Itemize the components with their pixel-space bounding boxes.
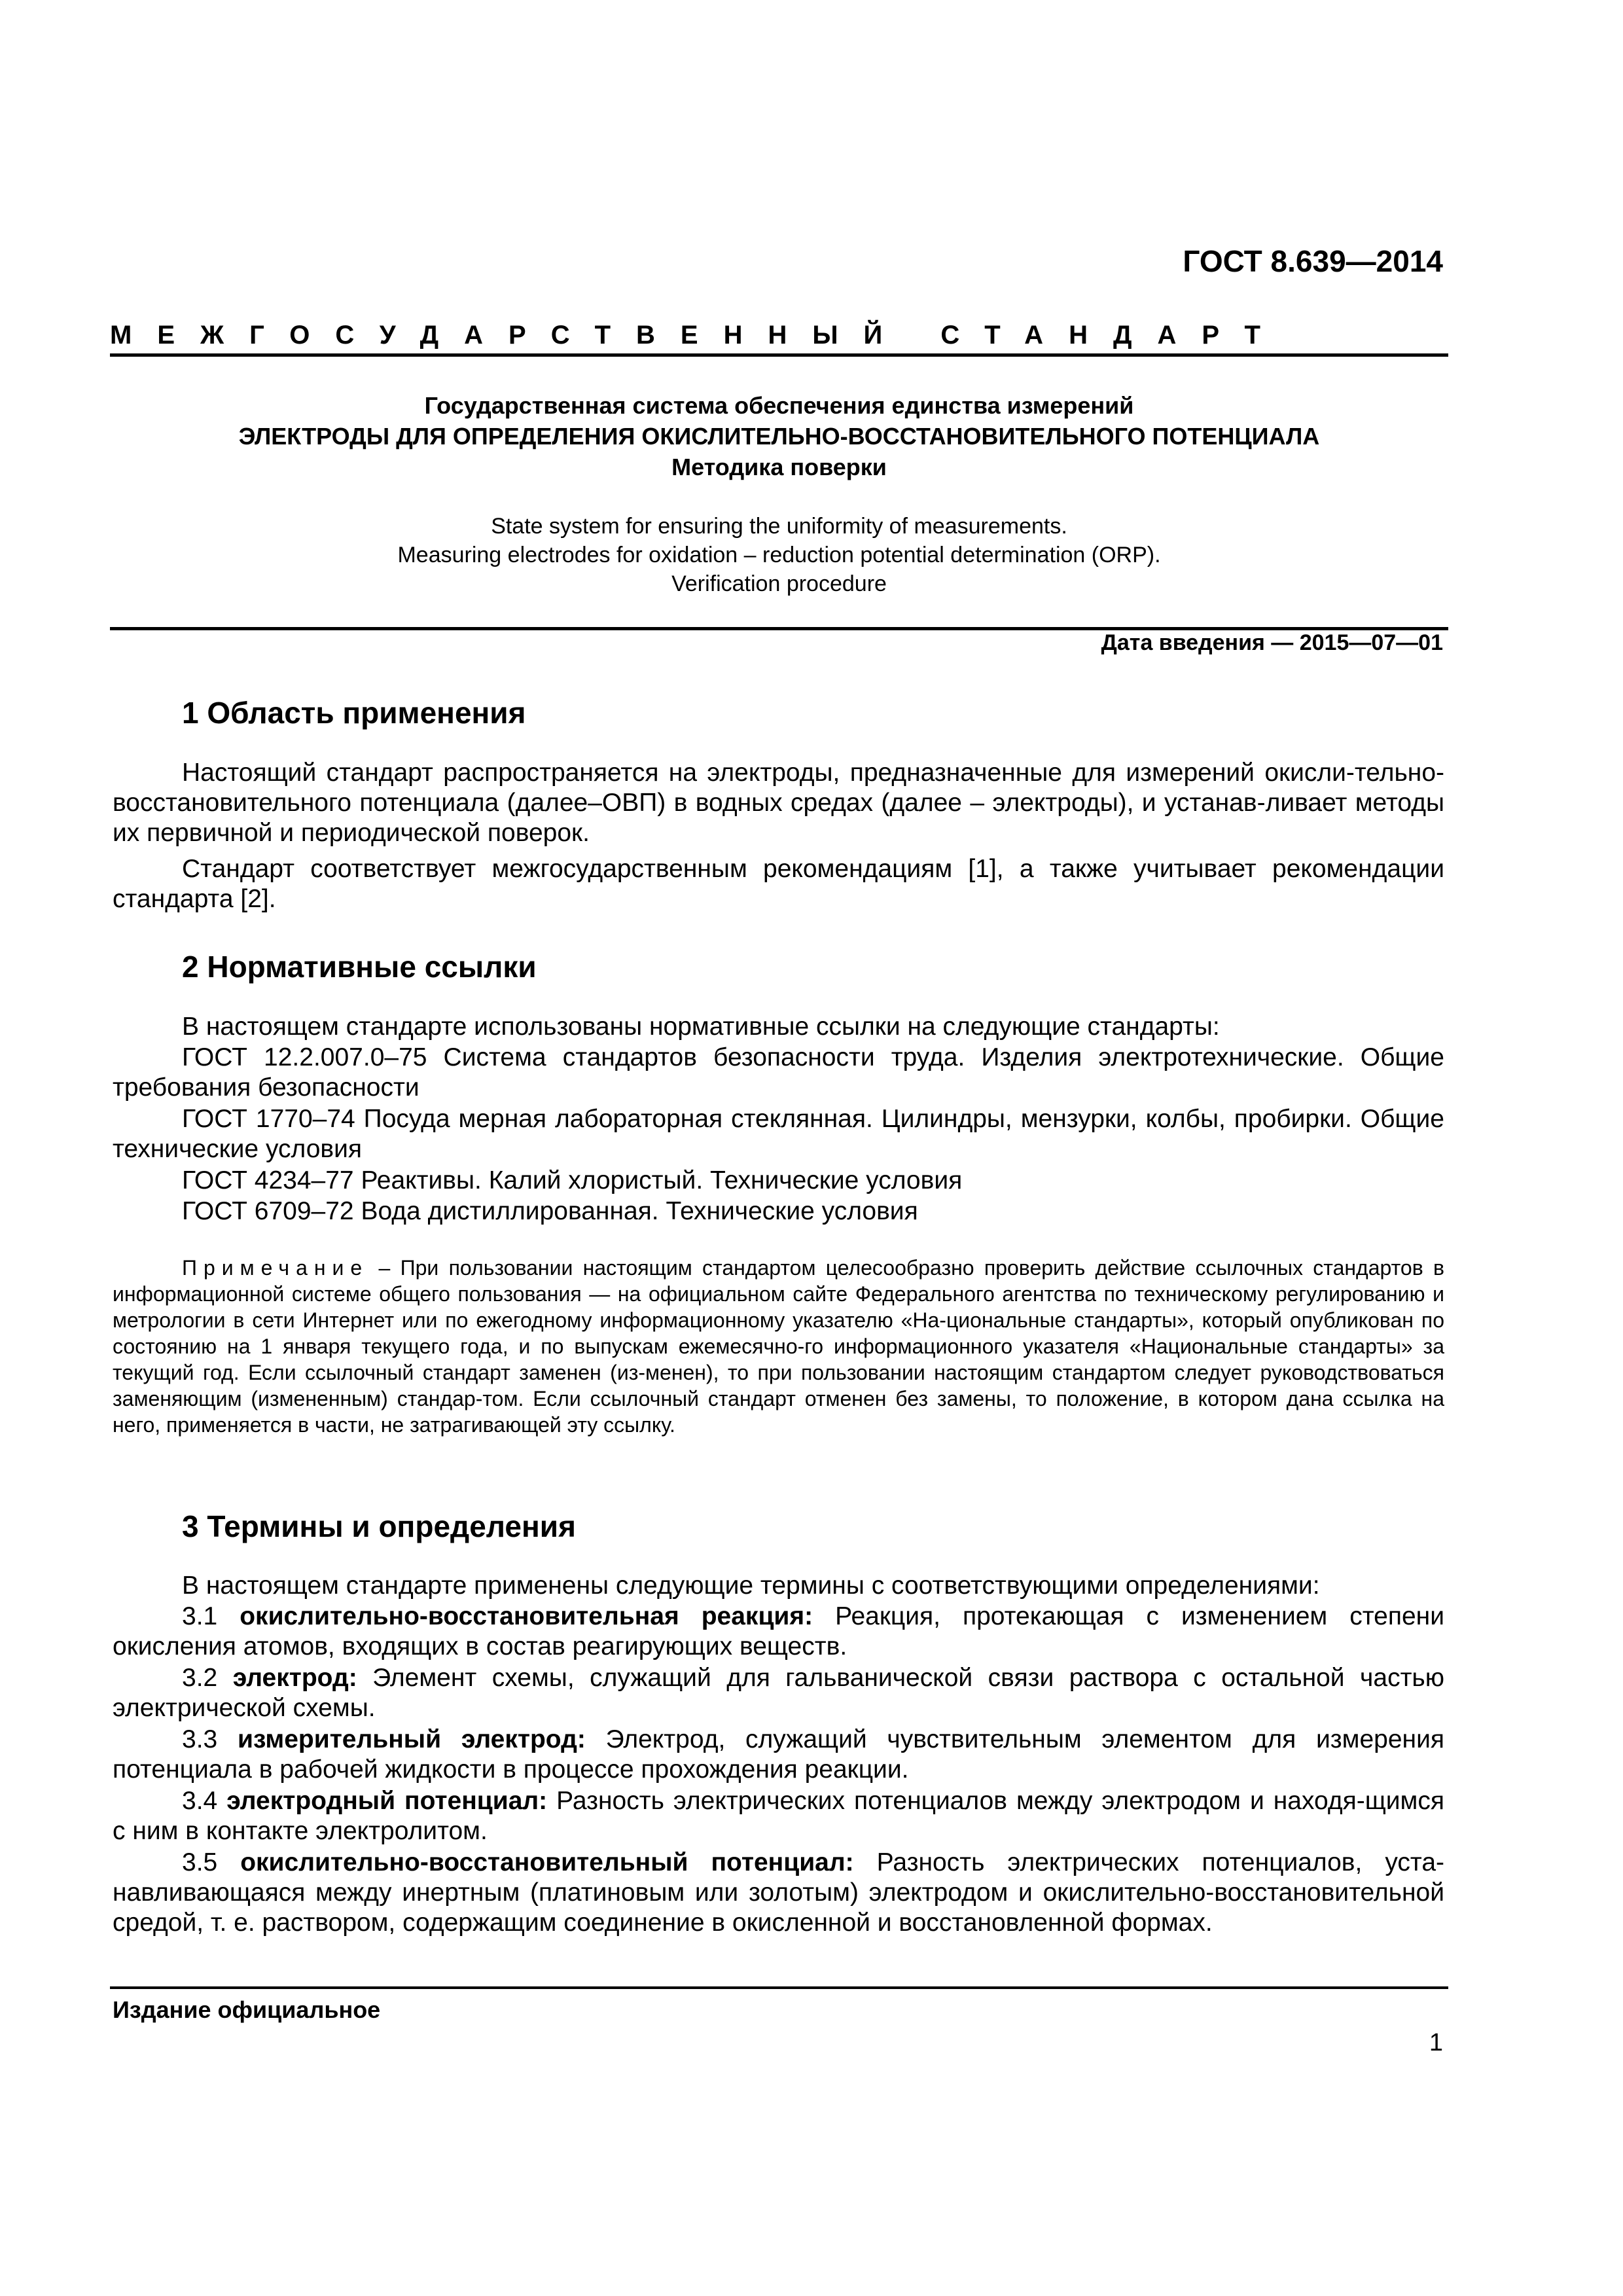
section-3-heading: 3 Термины и определения [182,1509,576,1543]
date-of-introduction: Дата введения — 2015—07—01 [1101,630,1443,655]
gost-number: ГОСТ 8.639—2014 [1183,244,1443,278]
term-text: Разность электрических потенциалов, уста-навливающаяся между инертным (платиновым или золотым) электродом и окислительно-восстановительной средой, т. е. раствором, содержащим соединение в окисленной и восстановленной формах. [113,1848,1444,1937]
top-rule [110,353,1448,357]
term-name: электрод: [232,1664,357,1692]
term-number: 3.4 [182,1787,218,1815]
note-label: Примечание [182,1256,369,1280]
term-name: окислительно-восстановительная реакция: [240,1602,813,1630]
term-number: 3.1 [182,1602,218,1630]
title-line-1: Государственная система обеспечения единства измерений [424,392,1134,419]
reference-item: ГОСТ 4234–77 Реактивы. Калий хлористый. Технические условия [182,1166,963,1194]
english-title-line-3: Verification procedure [671,571,887,596]
term-name: измерительный электрод: [237,1725,586,1753]
section-1-paragraph-2: Стандарт соответствует межгосударственным рекомендациям [1], а также учитывает рекомендации стандарта [2]. [113,855,1444,913]
term-text: Электрод, служащий чувствительным элементом для измерения потенциала в рабочей жидкости в процессе прохождения реакции. [113,1725,1445,1784]
section-3-intro: В настоящем стандарте применены следующие термины с соответствующими определениями: [182,1571,1320,1600]
english-title [110,512,1448,598]
term-number: 3.3 [182,1725,218,1753]
term-text: Элемент схемы, служащий для гальванической связи раствора с остальной частью электрической схемы. [113,1664,1444,1722]
section-2-heading: 2 Нормативные ссылки [182,950,537,984]
footer-rule [110,1986,1448,1989]
term-text: Реакция, протекающая с изменением степени окисления атомов, входящих в состав реагирующих веществ. [113,1602,1444,1660]
term-definition [113,1663,1444,1723]
english-title-line-2: Measuring electrodes for oxidation – reduction potential determination (ORP). [397,543,1161,567]
section-1-paragraph-1: Настоящий стандарт распространяется на электроды, предназначенные для измерений окисли-тельно-восстановительного потенциала (далее–ОВП) в водных средах (далее – электроды), и устанав-ливает методы их первичной и периодической поверок. [113,759,1444,847]
title-line-3: Методика поверки [671,454,887,480]
reference-item: ГОСТ 1770–74 Посуда мерная лабораторная стеклянная. Цилиндры, мензурки, колбы, пробирки. Общие технические условия [113,1105,1444,1163]
page-number: 1 [1429,2029,1443,2056]
term-name: электродный потенциал: [226,1787,548,1815]
term-definition [113,1602,1444,1662]
note-text: – При пользовании настоящим стандартом целесообразно проверить действие ссылочных стандартов в информационной системе общего пользования — на официальном сайте Федерального агентства по техническому регулированию и метрологии в сети Интернет или по ежегодному информационному указателю «На-циональные стандарты», который опубликован по состоянию на 1 января текущего года, и по выпускам ежемесячно-го информационного указателя «Национальные стандарты» за текущий год. Если ссылочный стандарт заменен (из-менен), то при пользовании настоящим стандартом следует руководствоваться заменяющим (измененным) стандар-том. Если ссылочный стандарт отменен без замены, то положение, в котором дана ссылка на него, применяется в части, не затрагивающей эту ссылку. [113,1256,1445,1437]
term-number: 3.5 [182,1848,218,1876]
term-number: 3.2 [182,1664,218,1692]
standard-banner: МЕЖГОСУДАРСТВЕННЫЙ СТАНДАРТ [110,321,1286,350]
reference-item: ГОСТ 12.2.007.0–75 Система стандартов безопасности труда. Изделия электротехнические. Общие требования безопасности [113,1043,1444,1102]
section-1-heading: 1 Область применения [182,696,526,730]
section-2-intro: В настоящем стандарте использованы нормативные ссылки на следующие стандарты: [182,1013,1220,1041]
document-title [110,390,1448,482]
term-name: окислительно-восстановительный потенциал: [240,1848,854,1876]
term-text: Разность электрических потенциалов между электродом и находя-щимся с ним в контакте электролитом. [113,1787,1444,1845]
english-title-line-1: State system for ensuring the uniformity of measurements. [491,514,1067,539]
section-2-note [113,1255,1444,1438]
reference-item: ГОСТ 6709–72 Вода дистиллированная. Технические условия [182,1197,918,1225]
title-line-2: ЭЛЕКТРОДЫ ДЛЯ ОПРЕДЕЛЕНИЯ ОКИСЛИТЕЛЬНО-ВОССТАНОВИТЕЛЬНОГО ПОТЕНЦИАЛА [238,423,1320,450]
term-definition [113,1786,1444,1846]
official-edition-label: Издание официальное [113,1996,381,2023]
term-definition [113,1848,1444,1938]
term-definition [113,1725,1444,1785]
